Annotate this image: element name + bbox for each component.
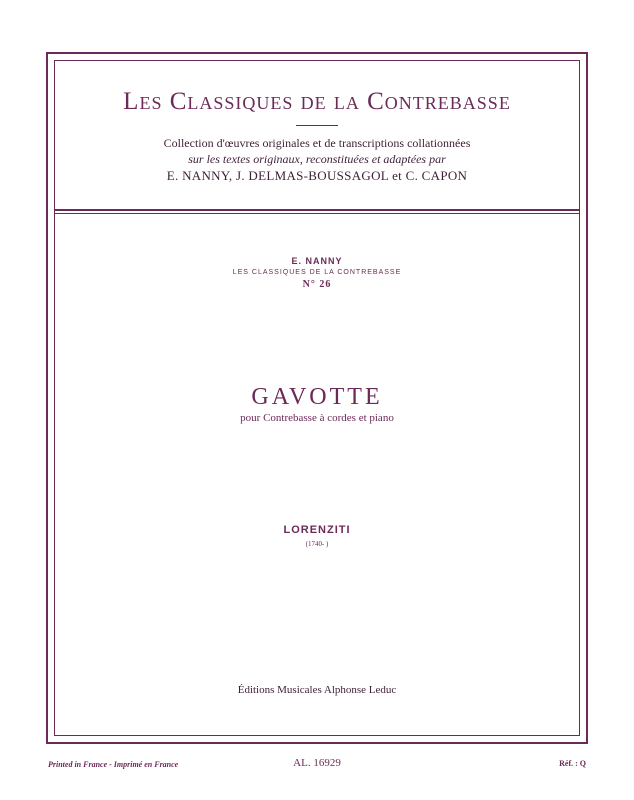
volume-author: E. NANNY [291, 256, 343, 266]
title-underline [296, 125, 338, 126]
header-divider-thin [54, 213, 580, 214]
volume-number: N° 26 [302, 279, 332, 290]
work-subtitle: pour Contrebasse à cordes et piano [240, 412, 394, 424]
reference-code: Réf. : Q [559, 759, 586, 768]
composer-dates: (1740- ) [305, 540, 329, 548]
printed-in-france: Printed in France - Imprimé en France [48, 760, 179, 769]
composer-name: LORENZITI [283, 524, 351, 536]
catalog-number: AL. 16929 [293, 757, 341, 769]
publisher: Éditions Musicales Alphonse Leduc [237, 684, 397, 696]
collection-description-line2: sur les textes originaux, reconstituées et adaptées par [188, 152, 446, 166]
header-divider [54, 209, 580, 211]
editors: E. NANNY, J. DELMAS-BOUSSAGOL et C. CAPON [166, 168, 468, 183]
collection-description-line1: Collection d'œuvres originales et de transcriptions collationnées [163, 136, 471, 150]
work-title: GAVOTTE [251, 384, 383, 410]
volume-collection: LES CLASSIQUES DE LA CONTREBASSE [232, 269, 402, 276]
series-title: Les Classiques de la Contrebasse [123, 88, 511, 115]
